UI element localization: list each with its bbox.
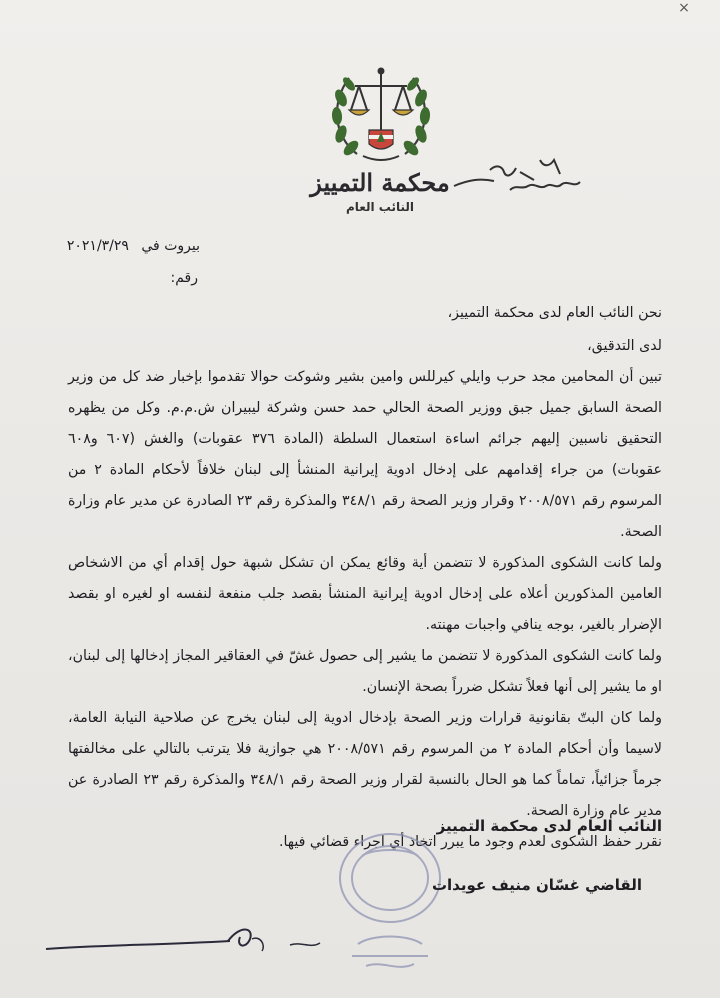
signatory-name: القاضي غسّان منيف عويدات xyxy=(431,876,642,894)
reference-number-label: رقم: xyxy=(170,270,198,286)
scales-of-justice-emblem-icon xyxy=(327,58,435,168)
court-name: محكمة التمييز xyxy=(310,168,450,197)
office-name: النائب العام xyxy=(345,200,415,214)
date-label: بيروت في xyxy=(141,238,200,254)
paragraph-decision: نقرر حفظ الشكوى لعدم وجود ما يبرر اتخاذ أي اجراء قضائي فيها. xyxy=(278,834,662,850)
handwritten-signature-icon xyxy=(40,915,400,975)
handwritten-reference-icon xyxy=(450,150,595,202)
signatory-title: النائب العام لدى محكمة التمييز xyxy=(436,817,662,835)
lead-line: لدى التدقيق، xyxy=(587,338,662,354)
handwritten-reference-text: ١٨١٢ / ٢ xyxy=(584,172,588,173)
salutation: نحن النائب العام لدى محكمة التمييز، xyxy=(447,305,662,321)
letter-body xyxy=(68,298,662,858)
paragraph-no-facts: ولما كانت الشكوى المذكورة لا تتضمن أية وقائع يمكن ان تشكل شبهة حول إقدام أي من الاشخاص العامين المذكورين أعلاه على إدخال ادوية إيرانية المنشأ بقصد جلب منفعة لنفسه او لغيره او بقصد الإضرار بالغير، بوجه ينافي واجبات مهنته. xyxy=(68,555,662,633)
date-line xyxy=(67,238,200,254)
date-value: ٢٠٢١/٣/٢٩ xyxy=(66,238,129,254)
paragraph-no-fraud: ولما كانت الشكوى المذكورة لا تتضمن ما يشير إلى حصول غشّ في العقاقير المجاز إدخالها إلى لبنان، او ما يشير إلى أنها فعلاً تشكل ضرراً بصحة الإنسان. xyxy=(68,648,662,695)
paragraph-complaint: تبين أن المحامين مجد حرب وايلي كيرللس وامين بشير وشوكت حوالا تقدموا بإخبار ضد كل من وزير الصحة السابق جميل جبق ووزير الصحة الحالي حمد حسن وشركة ليبيران ش.م.م. وكل من يظهره التحقيق ناسبين إليهم جرائم اساءة استعمال السلطة (المادة ٣٧٦ عقوبات) والغش (٦٠٧ و٦٠٨ عقوبات) من جراء إقدامهم على إدخال ادوية إيرانية المنشأ إلى لبنان خلافاً لأحكام المادة ٢ من المرسوم رقم ٢٠٠٨/٥٧١ وقرار وزير الصحة رقم ٣٤٨/١ والمذكرة رقم ٢٣ الصادرة عن مدير عام وزارة الصحة. xyxy=(68,369,662,540)
paragraph-jurisdiction: ولما كان البتّ بقانونية قرارات وزير الصحة بإدخال ادوية إلى لبنان يخرج عن صلاحية النيابة العامة، لاسيما وأن أحكام المادة ٢ من المرسوم رقم ٢٠٠٨/٥٧١ هي جوازية فلا يترتب بالتالي على مخالفتها جرماً جزائياً، تماماً كما هو الحال بالنسبة لقرار وزير الصحة رقم ٣٤٨/١ والمذكرة رقم ٢٣ الصادرة عن مدير عام وزارة الصحة. xyxy=(68,710,663,819)
corner-mark: × xyxy=(678,0,690,16)
